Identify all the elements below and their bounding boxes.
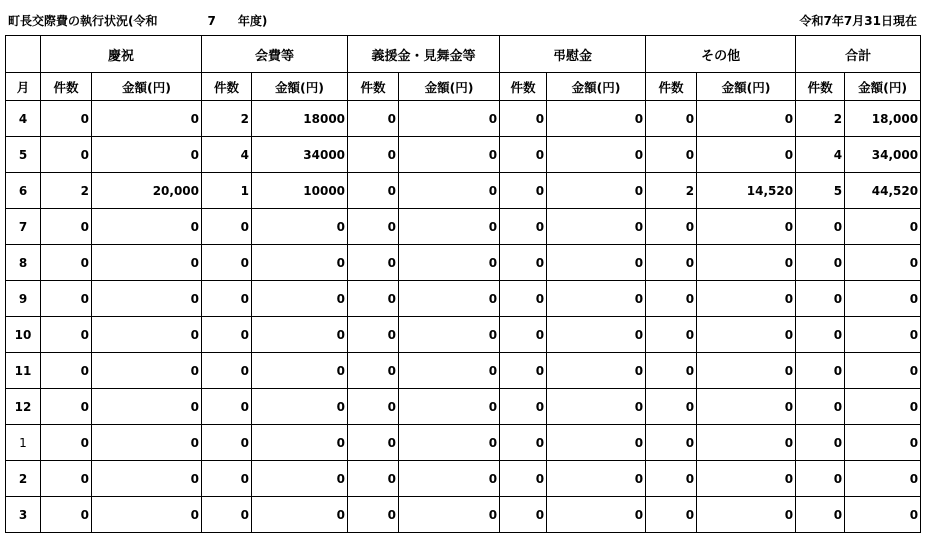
count-cell: 0	[500, 461, 547, 497]
amount-cell: 34,000	[845, 137, 921, 173]
amount-cell: 0	[252, 353, 348, 389]
count-cell: 0	[202, 497, 252, 533]
amount-cell: 18000	[252, 101, 348, 137]
table-row	[6, 461, 921, 497]
amount-cell: 0	[399, 101, 500, 137]
count-cell: 2	[796, 101, 845, 137]
count-cell: 0	[202, 209, 252, 245]
amount-cell: 0	[92, 425, 202, 461]
amount-cell: 0	[547, 425, 646, 461]
table-row	[6, 353, 921, 389]
amount-cell: 0	[399, 137, 500, 173]
count-cell: 0	[41, 461, 92, 497]
month-cell: 8	[6, 245, 41, 281]
count-cell: 5	[796, 173, 845, 209]
amount-cell: 0	[547, 137, 646, 173]
amount-cell: 0	[92, 497, 202, 533]
category-header: 義援金・見舞金等	[348, 36, 500, 73]
amount-cell: 10000	[252, 173, 348, 209]
count-cell: 0	[646, 281, 697, 317]
count-cell: 0	[202, 425, 252, 461]
amount-cell: 0	[399, 281, 500, 317]
month-cell: 1	[6, 425, 41, 461]
count-cell: 1	[202, 173, 252, 209]
count-cell: 0	[202, 461, 252, 497]
amount-header: 金額(円)	[399, 73, 500, 101]
amount-cell: 0	[697, 389, 796, 425]
count-cell: 0	[500, 245, 547, 281]
amount-cell: 0	[697, 353, 796, 389]
table-row	[6, 245, 921, 281]
count-cell: 0	[41, 245, 92, 281]
count-cell: 0	[646, 353, 697, 389]
amount-cell: 0	[547, 353, 646, 389]
amount-cell: 0	[845, 245, 921, 281]
amount-cell: 0	[845, 209, 921, 245]
amount-cell: 0	[252, 281, 348, 317]
month-cell: 3	[6, 497, 41, 533]
count-cell: 0	[41, 425, 92, 461]
amount-cell: 0	[845, 353, 921, 389]
count-cell: 0	[796, 389, 845, 425]
count-cell: 0	[348, 173, 399, 209]
count-header: 件数	[500, 73, 547, 101]
count-cell: 0	[41, 209, 92, 245]
amount-cell: 0	[547, 497, 646, 533]
amount-cell: 0	[697, 281, 796, 317]
amount-cell: 34000	[252, 137, 348, 173]
amount-cell: 0	[845, 461, 921, 497]
amount-cell: 0	[547, 317, 646, 353]
month-cell: 2	[6, 461, 41, 497]
asof-era: 令和	[799, 14, 824, 28]
month-cell: 7	[6, 209, 41, 245]
amount-cell: 0	[92, 281, 202, 317]
count-cell: 0	[348, 137, 399, 173]
title-text: 町長交際費の執行状況(令和	[8, 14, 158, 28]
asof-year: 7	[823, 14, 832, 28]
asof-month: 7	[843, 14, 853, 28]
month-cell: 4	[6, 101, 41, 137]
count-cell: 2	[646, 173, 697, 209]
count-cell: 2	[41, 173, 92, 209]
count-cell: 0	[348, 281, 399, 317]
amount-cell: 0	[252, 461, 348, 497]
count-cell: 0	[41, 317, 92, 353]
count-cell: 0	[348, 461, 399, 497]
count-header: 件数	[348, 73, 399, 101]
amount-cell: 0	[399, 245, 500, 281]
month-cell: 6	[6, 173, 41, 209]
asof-month-label: 月	[852, 14, 865, 28]
count-cell: 0	[500, 173, 547, 209]
category-header-row	[6, 36, 921, 73]
table-body	[6, 101, 921, 533]
count-cell: 0	[202, 281, 252, 317]
month-header: 月	[6, 73, 41, 101]
expense-table	[5, 35, 921, 533]
count-cell: 0	[500, 497, 547, 533]
month-cell: 10	[6, 317, 41, 353]
amount-header: 金額(円)	[845, 73, 921, 101]
amount-cell: 0	[547, 281, 646, 317]
amount-cell: 18,000	[845, 101, 921, 137]
count-cell: 0	[348, 425, 399, 461]
amount-cell: 0	[252, 389, 348, 425]
title-year: 7	[207, 14, 216, 28]
table-row	[6, 317, 921, 353]
amount-cell: 20,000	[92, 173, 202, 209]
count-cell: 0	[646, 317, 697, 353]
count-cell: 0	[500, 209, 547, 245]
count-cell: 0	[796, 461, 845, 497]
count-cell: 0	[500, 317, 547, 353]
count-cell: 0	[646, 461, 697, 497]
table-row	[6, 101, 921, 137]
count-cell: 0	[348, 209, 399, 245]
count-cell: 0	[646, 209, 697, 245]
count-cell: 0	[796, 281, 845, 317]
table-row	[6, 389, 921, 425]
as-of-date	[800, 12, 917, 29]
count-cell: 0	[646, 101, 697, 137]
category-header: 会費等	[202, 36, 348, 73]
count-cell: 0	[646, 137, 697, 173]
month-header-blank	[6, 36, 41, 73]
asof-suffix: 日現在	[880, 14, 917, 28]
amount-header: 金額(円)	[547, 73, 646, 101]
count-cell: 0	[500, 389, 547, 425]
amount-cell: 0	[547, 173, 646, 209]
amount-cell: 0	[252, 425, 348, 461]
amount-cell: 0	[697, 317, 796, 353]
count-header: 件数	[202, 73, 252, 101]
count-cell: 0	[646, 245, 697, 281]
count-cell: 0	[41, 353, 92, 389]
amount-cell: 0	[92, 353, 202, 389]
amount-cell: 0	[399, 497, 500, 533]
amount-cell: 0	[252, 209, 348, 245]
count-cell: 0	[41, 281, 92, 317]
table-row	[6, 209, 921, 245]
amount-cell: 0	[399, 425, 500, 461]
amount-cell: 0	[92, 101, 202, 137]
amount-cell: 0	[252, 497, 348, 533]
table-row	[6, 425, 921, 461]
amount-header: 金額(円)	[252, 73, 348, 101]
count-cell: 0	[796, 497, 845, 533]
amount-cell: 0	[399, 461, 500, 497]
count-cell: 0	[348, 245, 399, 281]
amount-cell: 0	[547, 389, 646, 425]
amount-cell: 0	[252, 317, 348, 353]
count-cell: 0	[796, 317, 845, 353]
page-title	[8, 12, 267, 29]
amount-cell: 0	[697, 461, 796, 497]
count-header: 件数	[41, 73, 92, 101]
amount-cell: 0	[252, 245, 348, 281]
count-cell: 2	[202, 101, 252, 137]
count-cell: 0	[202, 245, 252, 281]
amount-cell: 0	[92, 245, 202, 281]
count-cell: 0	[348, 317, 399, 353]
count-cell: 0	[348, 389, 399, 425]
amount-cell: 14,520	[697, 173, 796, 209]
amount-cell: 44,520	[845, 173, 921, 209]
count-cell: 0	[41, 101, 92, 137]
month-cell: 11	[6, 353, 41, 389]
amount-cell: 0	[845, 317, 921, 353]
count-cell: 0	[41, 497, 92, 533]
count-cell: 0	[796, 209, 845, 245]
count-cell: 0	[348, 497, 399, 533]
amount-cell: 0	[547, 101, 646, 137]
amount-cell: 0	[92, 461, 202, 497]
count-header: 件数	[646, 73, 697, 101]
count-cell: 0	[500, 425, 547, 461]
count-cell: 0	[646, 389, 697, 425]
asof-year-label: 年	[831, 14, 844, 28]
count-cell: 0	[348, 101, 399, 137]
amount-cell: 0	[399, 353, 500, 389]
count-cell: 0	[202, 353, 252, 389]
category-header: 弔慰金	[500, 36, 646, 73]
amount-cell: 0	[92, 317, 202, 353]
count-header: 件数	[796, 73, 845, 101]
count-cell: 0	[796, 353, 845, 389]
table-row	[6, 497, 921, 533]
amount-cell: 0	[399, 389, 500, 425]
category-header: 合計	[796, 36, 921, 73]
amount-cell: 0	[92, 389, 202, 425]
amount-cell: 0	[547, 209, 646, 245]
month-cell: 9	[6, 281, 41, 317]
amount-cell: 0	[697, 101, 796, 137]
amount-cell: 0	[399, 209, 500, 245]
count-cell: 0	[796, 245, 845, 281]
title-year-suffix: 年度)	[237, 14, 268, 28]
amount-cell: 0	[697, 245, 796, 281]
count-cell: 0	[500, 137, 547, 173]
amount-cell: 0	[697, 497, 796, 533]
table-row	[6, 281, 921, 317]
count-cell: 4	[202, 137, 252, 173]
month-cell: 5	[6, 137, 41, 173]
count-cell: 0	[646, 497, 697, 533]
asof-day: 31	[864, 14, 881, 28]
count-cell: 0	[348, 353, 399, 389]
amount-cell: 0	[845, 425, 921, 461]
count-cell: 0	[500, 281, 547, 317]
subheader-row	[6, 73, 921, 101]
count-cell: 0	[41, 137, 92, 173]
amount-cell: 0	[92, 209, 202, 245]
amount-cell: 0	[845, 497, 921, 533]
amount-header: 金額(円)	[92, 73, 202, 101]
count-cell: 0	[500, 101, 547, 137]
amount-cell: 0	[697, 209, 796, 245]
table-row	[6, 173, 921, 209]
table-row	[6, 137, 921, 173]
count-cell: 4	[796, 137, 845, 173]
amount-cell: 0	[399, 317, 500, 353]
count-cell: 0	[202, 317, 252, 353]
count-cell: 0	[796, 425, 845, 461]
category-header: その他	[646, 36, 796, 73]
count-cell: 0	[41, 389, 92, 425]
amount-cell: 0	[697, 425, 796, 461]
category-header: 慶祝	[41, 36, 202, 73]
count-cell: 0	[646, 425, 697, 461]
amount-cell: 0	[845, 389, 921, 425]
amount-cell: 0	[845, 281, 921, 317]
amount-cell: 0	[399, 173, 500, 209]
amount-cell: 0	[547, 461, 646, 497]
count-cell: 0	[202, 389, 252, 425]
count-cell: 0	[500, 353, 547, 389]
amount-cell: 0	[697, 137, 796, 173]
amount-cell: 0	[92, 137, 202, 173]
amount-cell: 0	[547, 245, 646, 281]
amount-header: 金額(円)	[697, 73, 796, 101]
month-cell: 12	[6, 389, 41, 425]
